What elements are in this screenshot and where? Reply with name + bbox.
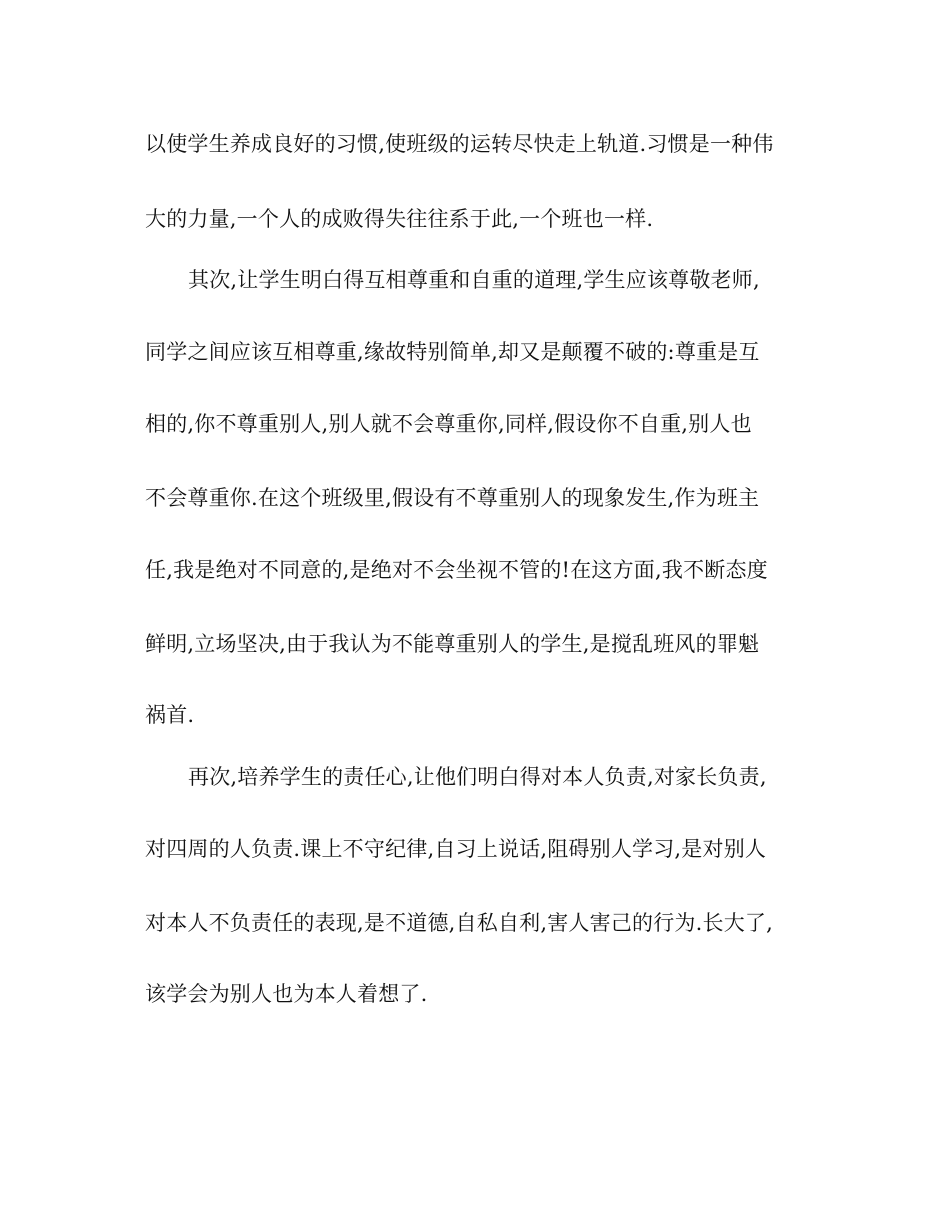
- text-line-3: 其次,让学生明白得互相尊重和自重的道理,学生应该尊敬老师,: [188, 268, 760, 292]
- text-line-13: 该学会为别人也为本人着想了.: [145, 982, 428, 1006]
- text-line-5: 相的,你不尊重别人,别人就不会尊重你,同样,假设你不自重,别人也: [145, 412, 752, 436]
- text-line-7: 任,我是绝对不同意的,是绝对不会坐视不管的!在这方面,我不断态度: [145, 558, 768, 582]
- text-line-10: 再次,培养学生的责任心,让他们明白得对本人负责,对家长负责,: [188, 765, 767, 789]
- text-line-4: 同学之间应该互相尊重,缘故特别简单,却又是颠覆不破的:尊重是互: [145, 340, 760, 364]
- text-line-9: 祸首.: [145, 703, 195, 727]
- text-line-11: 对四周的人负责.课上不守纪律,自习上说话,阻碍别人学习,是对别人: [145, 837, 767, 861]
- text-line-2: 大的力量,一个人的成败得失往往系于此,一个班也一样.: [145, 207, 654, 231]
- text-line-8: 鲜明,立场坚决,由于我认为不能尊重别人的学生,是搅乱班风的罪魁: [145, 632, 760, 656]
- text-line-12: 对本人不负责任的表现,是不道德,自私自利,害人害己的行为.长大了,: [145, 911, 773, 935]
- text-line-1: 以使学生养成良好的习惯,使班级的运转尽快走上轨道.习惯是一种伟: [145, 132, 774, 156]
- text-line-6: 不会尊重你.在这个班级里,假设有不尊重别人的现象发生,作为班主: [145, 486, 760, 510]
